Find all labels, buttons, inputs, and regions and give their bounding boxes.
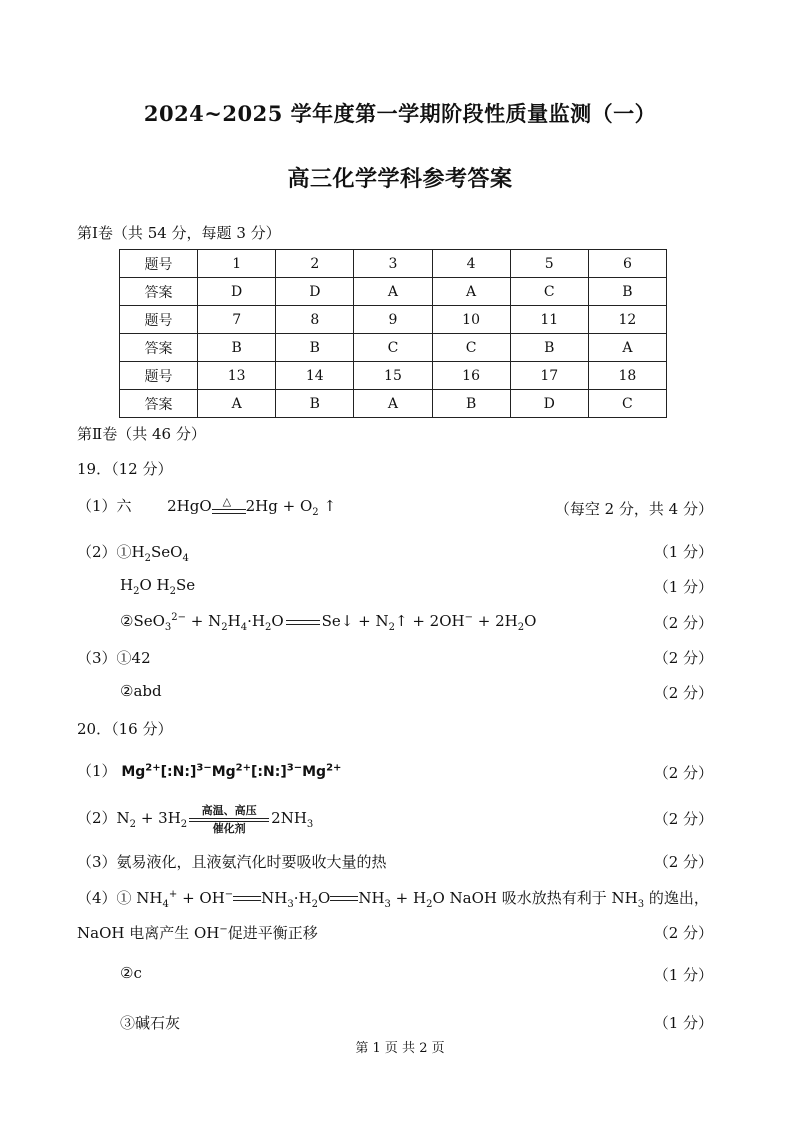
q20-2-mid: + 3H [136,809,181,827]
table-cell: 1 [198,250,276,278]
q19-1-line: （1）六 2HgO △ $2Hg + O_2$ ↑ [77,495,337,518]
q20-3-line: （3）氨易液化，且液氨汽化时要吸收大量的热 [77,853,387,871]
q19-4-f: Se↓ + N [321,612,389,630]
q19-4-a: ②SeO [120,612,165,630]
table-cell: C [588,390,666,418]
table-row [120,362,667,390]
table-row [120,334,667,362]
q19-5-line: （3）①42 [77,649,151,667]
q20-2-score: （2 分） [653,810,713,828]
table-cell: C [510,278,588,306]
table-cell: C [432,334,510,362]
table-row-header: 答案 [120,390,198,418]
q20-header: 20．（16 分） [77,720,173,738]
n-charge-2: 3− [286,762,303,774]
q20-3-score: （2 分） [653,853,713,871]
q19-1-eq-left: 2HgO [167,497,212,515]
table-cell: B [588,278,666,306]
table-cell: 14 [276,362,354,390]
table-row-header: 题号 [120,362,198,390]
heat-arrow [212,495,246,519]
q20-4-h: O NaOH 吸水放热有利于 NH [432,889,638,907]
page-title: 2024~2025 学年度第一学期阶段性质量监测（一） [143,101,657,126]
q19-3-b: O H [139,576,170,594]
q20-5-score: （2 分） [653,924,713,942]
q19-4-score: （2 分） [653,614,713,632]
table-cell: B [198,334,276,362]
table-cell: 4 [432,250,510,278]
page-footer: 第 1 页 共 2 页 [355,1041,445,1056]
table-cell: B [432,390,510,418]
q20-2-right: 2NH [271,809,307,827]
table-row [120,306,667,334]
table-cell: 8 [276,306,354,334]
q19-5-score: （2 分） [653,649,713,667]
heat-symbol: △ [222,495,232,508]
table-cell: D [276,278,354,306]
table-cell: 12 [588,306,666,334]
table-cell: 9 [354,306,432,334]
q19-3-a: H [120,576,134,594]
q20-4-c: NH [261,889,288,907]
q19-3-score: （1 分） [653,578,713,596]
q20-4-d: ·H [293,889,312,907]
part2-label: 第Ⅱ卷（共 46 分） [77,425,206,443]
table-cell: A [588,334,666,362]
mg-charge-3: 2+ [326,762,342,774]
q20-4-i: 的逸出， [644,889,709,907]
q19-1-eq-right: 2Hg + O [245,497,313,515]
n-ion-2: N [263,764,275,780]
table-cell: 2 [276,250,354,278]
table-cell: B [510,334,588,362]
q19-4-e: O [271,612,284,630]
table-cell: 5 [510,250,588,278]
q19-3-c: Se [176,576,196,594]
q19-2-line: $(2)①H_2SeO_4$ [77,543,189,564]
table-cell: 11 [510,306,588,334]
q20-7-line: ③碱石灰 [120,1014,181,1032]
table-cell: B [276,390,354,418]
cond-down: 催化剂 [212,822,246,835]
mg-ion-2: Mg [211,764,236,780]
q20-2-line: $(2)N_2 + 3H_2$ 高温、高压 催化剂 $2NH_3$ [77,804,314,835]
q20-4-line: （4）① $NH_4^+ + OH^-$ $NH_3\cdot H_2O$ $NH_3 + H_2O$ NaOH 吸水放热有利于 $NH_3$ 的逸出， [77,889,709,910]
q20-4-b: + OH [177,889,225,907]
reaction-conditions [187,802,271,836]
mg-ion-1: Mg [121,764,146,780]
q20-4-f: NH [358,889,385,907]
q19-4-c: H [227,612,241,630]
table-cell: A [432,278,510,306]
q20-1-prefix: （1） [77,762,117,780]
table-row [120,250,667,278]
q20-1-score: （2 分） [653,764,713,782]
table-row [120,390,667,418]
q19-2-prefix: （2）①H [77,543,145,561]
table-cell: 3 [354,250,432,278]
table-cell: A [354,278,432,306]
n-charge-1: 3− [196,762,212,774]
q20-7-score: （1 分） [653,1014,713,1032]
table-cell: 17 [510,362,588,390]
table-cell: A [198,390,276,418]
q19-4-h: + 2H [472,612,518,630]
q19-header: 19．（12 分） [77,460,173,478]
q19-1-prefix: （1）六 [77,497,132,515]
q19-4-d: ·H [247,612,265,630]
q20-4-g: + H [390,889,427,907]
n-ion-1: N [172,764,185,780]
q20-5-line: NaOH 电离产生 OH−促进平衡正移 [77,924,318,942]
table-row-header: 答案 [120,278,198,306]
table-cell: B [276,334,354,362]
table-cell: A [354,390,432,418]
q19-4-i: O [524,612,537,630]
table-cell: D [510,390,588,418]
mg-ion-3: Mg [302,764,327,780]
q19-1-eq-tail: ↑ [323,497,337,515]
mg-charge-1: 2+ [145,762,161,774]
q20-5-tail: 促进平衡正移 [227,924,318,942]
q19-6-score: （2 分） [653,684,713,702]
q19-4-g: ↑ + 2OH [394,612,465,630]
part1-label: 第Ⅰ卷（共 54 分，每题 3 分） [77,224,281,242]
table-cell: 18 [588,362,666,390]
table-cell: C [354,334,432,362]
table-cell: 10 [432,306,510,334]
table-row [120,278,667,306]
mg-charge-2: 2+ [235,762,252,774]
q19-2-score: （1 分） [653,543,713,561]
table-cell: 7 [198,306,276,334]
table-cell: 13 [198,362,276,390]
q19-1-score: （每空 2 分，共 4 分） [554,500,713,518]
q20-6-score: （1 分） [653,966,713,984]
page-subtitle: 高三化学学科参考答案 [287,166,513,192]
q19-3-line: $H_2O$ $H_2Se$ [120,576,196,597]
answer-table [119,249,667,418]
q19-4-line: ②SeO$_3^{2-}$ + $N_2H_4\cdot H_2O$ Se↓ + $N_2↑ + 2OH^- + 2H_2O$ [120,612,537,633]
table-row-header: 题号 [120,306,198,334]
q20-6-line: ②c [120,964,142,982]
table-row-header: 答案 [120,334,198,362]
electron-formula: $Mg^{2+}[:N:]^{3-}Mg^{2+}[:N:]^{3-}Mg^{2+}$ [121,762,342,780]
q20-1-line [77,760,341,781]
q19-2-mid: SeO [151,543,183,561]
q19-6-line: ②abd [120,682,162,700]
table-cell: D [198,278,276,306]
q20-2-prefix: （2）N [77,809,130,827]
table-row-header: 题号 [120,250,198,278]
cond-up: 高温、高压 [201,804,257,817]
q20-4-a: （4）① NH [77,889,163,907]
table-cell: 15 [354,362,432,390]
q20-4-e: O [318,889,331,907]
table-cell: 6 [588,250,666,278]
q20-5-text: NaOH 电离产生 OH [77,924,220,942]
q19-4-b: + N [186,612,222,630]
table-cell: 16 [432,362,510,390]
